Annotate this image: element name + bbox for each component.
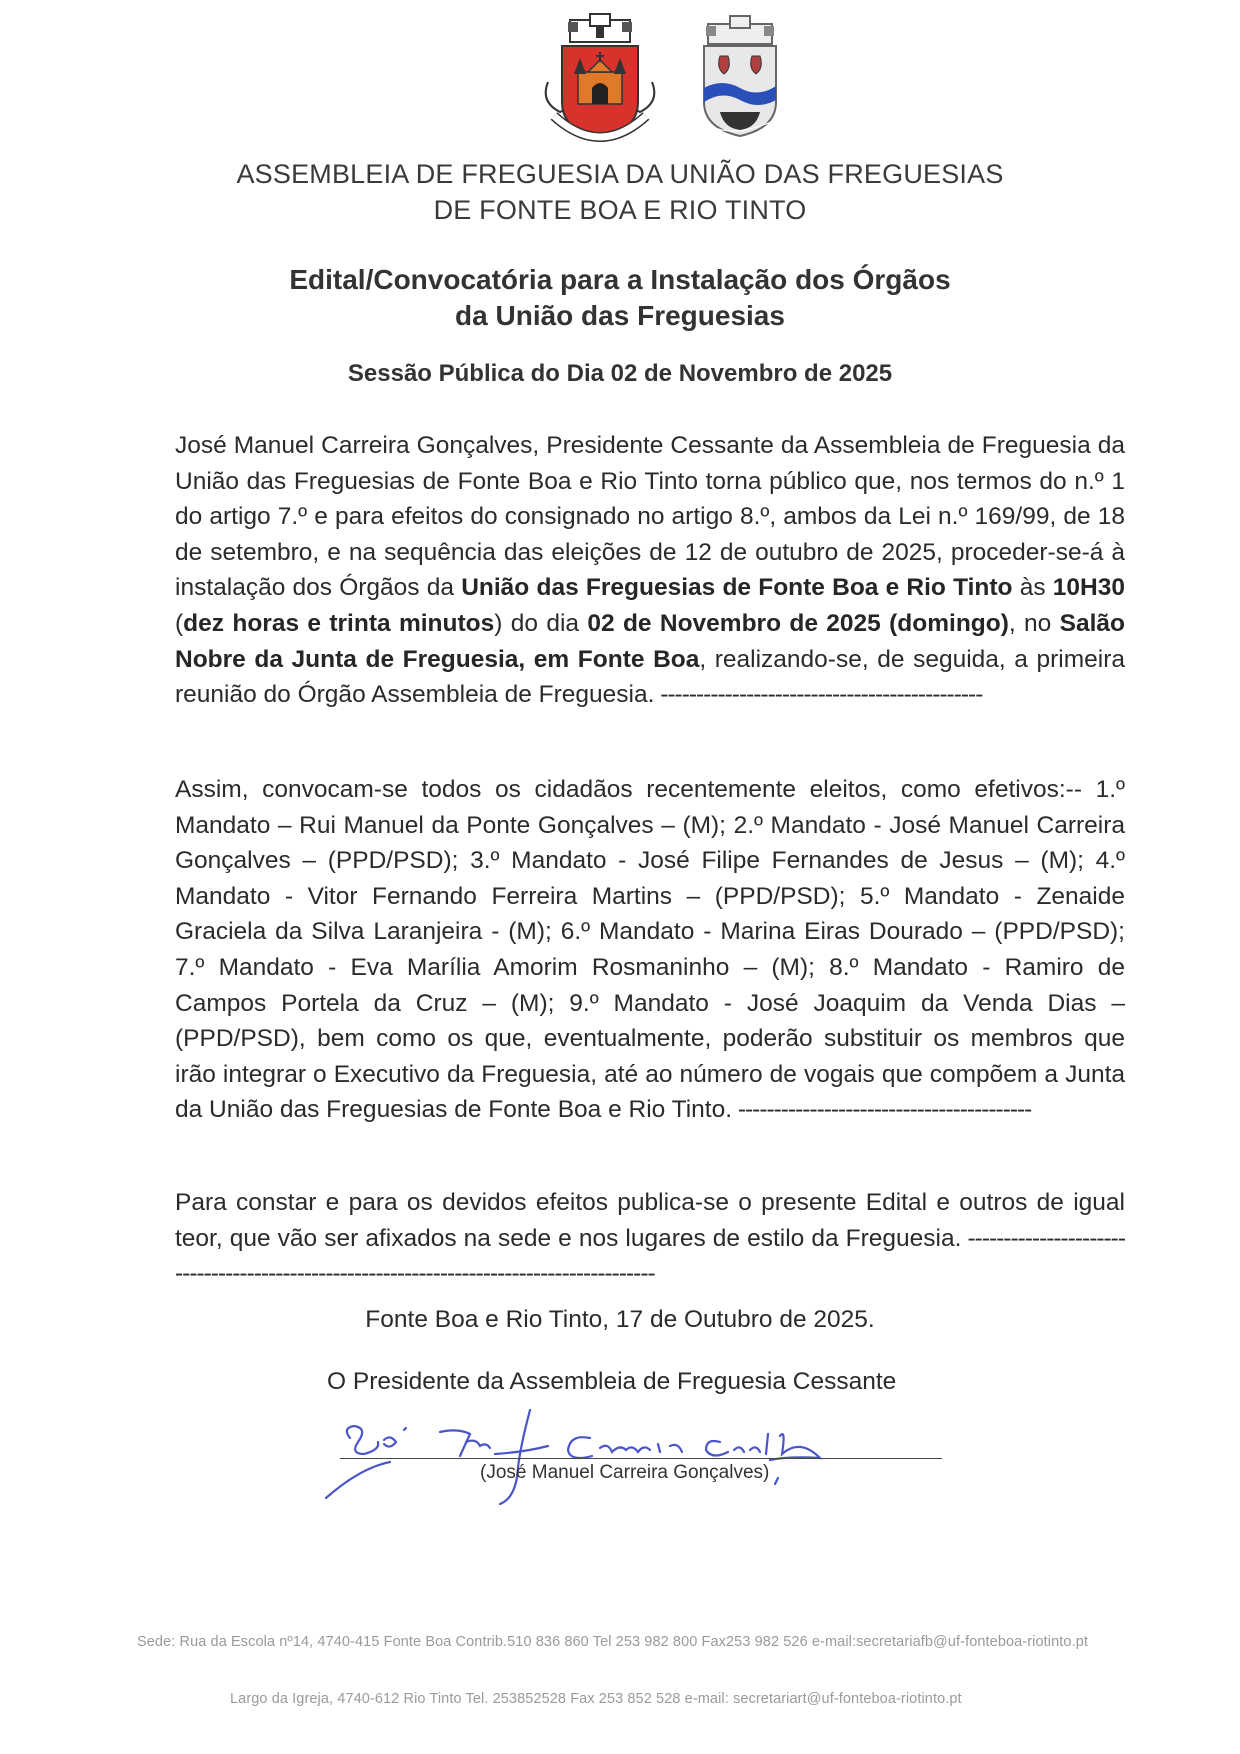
bold-segment: União das Freguesias de Fonte Boa e Rio Tinto xyxy=(461,574,1013,602)
fonte-boa-coat-of-arms-icon xyxy=(530,12,800,152)
text-segment: , realizando-se, de seguida, a primeira reunião do Órgão Assembleia de Freguesia. xyxy=(175,645,1125,709)
coats-of-arms xyxy=(530,12,800,152)
handwritten-signature-icon xyxy=(320,1398,960,1508)
signatory-name: (José Manuel Carreira Gonçalves) xyxy=(480,1462,770,1483)
text-segment: Para constar e para os devidos efeitos publica-se o presente Edital e outros de igual teor, que vão ser afixados na sede e nos lugares de estilo da Freguesia. xyxy=(175,1189,1125,1252)
assembly-header-line1: ASSEMBLEIA DE FREGUESIA DA UNIÃO DAS FREGUESIAS xyxy=(236,159,1004,189)
footer-address-fonte-boa: Sede: Rua da Escola nº14, 4740-415 Fonte Boa Contrib.510 836 860 Tel 253 982 800 Fax253 982 526 e-mail:secretariafb@uf-fonteboa-riotinto.pt xyxy=(137,1634,1088,1650)
signatory-title: O Presidente da Assembleia de Freguesia Cessante xyxy=(327,1368,897,1395)
assembly-header-line2: DE FONTE BOA E RIO TINTO xyxy=(433,195,807,225)
bold-segment: 10H30 xyxy=(1052,574,1125,602)
text-segment: ) do dia xyxy=(494,609,588,637)
date-line: Fonte Boa e Rio Tinto, 17 de Outubro de 2025. xyxy=(365,1306,875,1333)
bold-segment: Salão Nobre da Junta de Freguesia, em Fonte Boa xyxy=(175,609,1125,673)
paragraph-publication xyxy=(175,1185,1125,1292)
text-segment: , no xyxy=(1008,609,1060,637)
filler-dashes: ----------------------------------------- xyxy=(732,1096,1032,1124)
document-title-line1: Edital/Convocatória para a Instalação dos Órgãos xyxy=(289,264,951,295)
bold-segment: dez horas e trinta minutos xyxy=(183,609,495,637)
text-segment: ( xyxy=(175,609,184,637)
text-segment: às xyxy=(1012,574,1053,602)
document-title xyxy=(0,262,1240,334)
assembly-header xyxy=(0,158,1240,226)
text-segment: Assim, convocam-se todos os cidadãos recentemente eleitos, como efetivos:-- 1.º Mandato – Rui Manuel da Ponte Gonçalves – (M); 2.º Mandato - José Manuel Carreira Gonçalves – (PPD/PSD); 3.º Mandato - José Filipe Fernandes de Jesus – (M); 4.º Mandato - Vitor Fernando Ferreira Martins – (PPD/PSD); 5.º Mandato - Zenaide Graciela da Silva Laranjeira - (M); 6.º Mandato - Marina Eiras Dourado – (PPD/PSD); 7.º Mandato - Eva Marília Amorim Rosmaninho – (M); 8.º Mandato - Ramiro de Campos Portela da Cruz – (M); 9.º Mandato - José Joaquim da Venda Dias – (PPD/PSD), bem como os que, eventualmente, poderão substituir os membros que irão integrar o Executivo da Freguesia, até ao número de vogais que compõem a Junta da União das Freguesias de Fonte Boa e Rio Tinto. xyxy=(175,776,1125,1124)
paragraph-installation xyxy=(175,428,1125,713)
session-subtitle: Sessão Pública do Dia 02 de Novembro de 2025 xyxy=(347,360,893,387)
filler-dashes: --------------------------------------------- xyxy=(654,681,983,709)
text-segment: José Manuel Carreira Gonçalves, Presidente Cessante da Assembleia de Freguesia da União das Freguesias de Fonte Boa e Rio Tinto torna público que, nos termos do n.º 1 do artigo 7.º e para efeitos do consignado no artigo 8.º, ambos da Lei n.º 169/99, de 18 de setembro, e na sequência das eleições de 12 de outubro de 2025, proceder-se-á à instalação dos Órgãos da xyxy=(175,432,1125,602)
footer-address-rio-tinto: Largo da Igreja, 4740-612 Rio Tinto Tel. 253852528 Fax 253 852 528 e-mail: secretariart@uf-fonteboa-riotinto.pt xyxy=(230,1691,962,1707)
filler-dashes: ----------------------------------------------------------------------------------------- xyxy=(175,1224,1125,1288)
signature-line xyxy=(340,1458,942,1459)
bold-segment: 02 de Novembro de 2025 (domingo) xyxy=(587,609,1009,637)
paragraph-convocation xyxy=(175,772,1125,1128)
document-title-line2: da União das Freguesias xyxy=(455,300,785,331)
